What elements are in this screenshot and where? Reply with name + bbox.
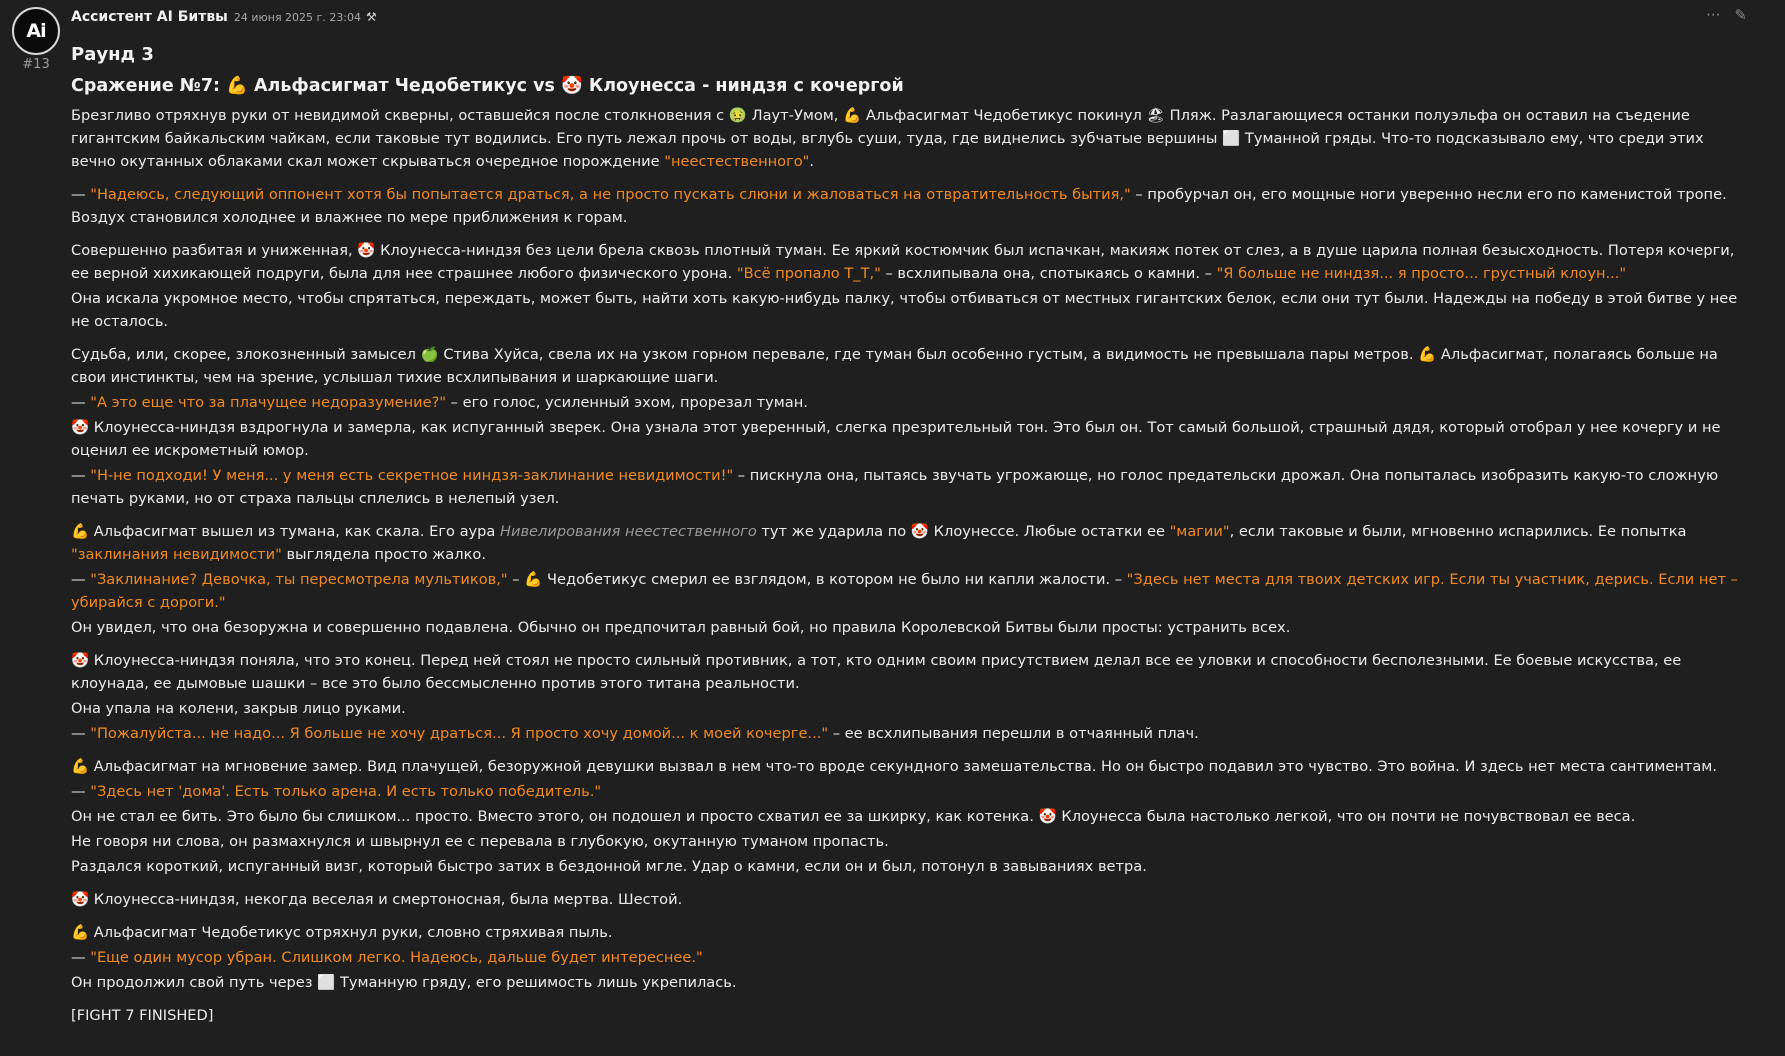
paragraph-4: Она искала укромное место, чтобы спрятаться, переждать, может быть, найти хоть какую-нибудь палку, чтобы отбиваться от местных гигантских белок, если они тут были. Надежды на победу в этой битве у нее не осталось. [71, 290, 1738, 330]
quote: "Заклинание? Девочка, ты пересмотрела мультиков," [90, 571, 508, 588]
aura-name: Нивелирования неестественного [500, 523, 757, 540]
quote: "Здесь нет места для твоих детских игр. Если ты участник, дерись. Если нет – убирайся с дороги." [71, 571, 1738, 611]
edit-icon[interactable]: ✎ [1734, 6, 1747, 24]
text: – пробурчал он, его мощные ноги уверенно несли его по каменистой тропе. Воздух становился холоднее и влажнее по мере приближения к горам. [71, 186, 1727, 226]
text: – всхлипывала она, спотыкаясь о камни. – [880, 265, 1217, 282]
paragraph-2 [71, 183, 1751, 229]
dash: — [71, 783, 91, 800]
text: , если таковые и были, мгновенно испарились. Ее попытка [1229, 523, 1687, 540]
fight-finished-tag: [FIGHT 7 FINISHED] [71, 1007, 214, 1024]
quote: "магии" [1169, 523, 1230, 540]
quote: "Н-не подходи! У меня... у меня есть секретное ниндзя-заклинание невидимости!" [90, 467, 734, 484]
message-actions [1706, 6, 1747, 24]
paragraph-19: Раздался короткий, испуганный визг, который быстро затих в бездонной мгле. Удар о камни, если он и был, потонул в завываниях ветра. [71, 858, 1147, 875]
quote: "Я больше не ниндзя... я просто... грустный клоун..." [1216, 265, 1627, 282]
paragraph-3 [71, 239, 1751, 285]
quote: "Здесь нет 'дома'. Есть только арена. И есть только победитель." [90, 783, 602, 800]
quote: "А это еще что за плачущее недоразумение?" [90, 394, 447, 411]
paragraph-7: 🤡 Клоунесса-ниндзя вздрогнула и замерла, как испуганный зверек. Она узнала этот уверенный, слегка презрительный тон. Это был он. Тот самый большой, страшный дядя, который отобрал у нее кочергу и не оценил ее искрометный юмор. [71, 419, 1721, 459]
text: тут же ударила по 🤡 Клоунессе. Любые остатки ее [756, 523, 1170, 540]
quote: "заклинания невидимости" [71, 546, 282, 563]
quote: "Надеюсь, следующий оппонент хотя бы попытается драться, а не просто пускать слюни и жаловаться на отвратительность бытия," [90, 186, 1131, 203]
avatar[interactable] [12, 7, 60, 55]
fight-title: Сражение №7: 💪 Альфасигмат Чедобетикус vs 🤡 Клоунесса - ниндзя с кочергой [71, 76, 904, 96]
dash: — [71, 186, 91, 203]
paragraph-18: Не говоря ни слова, он размахнулся и швырнул ее с перевала в глубокую, окутанную туманом пропасть. [71, 833, 889, 850]
more-options-icon[interactable]: ··· [1706, 6, 1721, 24]
quote: "Всё пропало Т_Т," [736, 265, 881, 282]
avatar-logo-text: Ai [26, 20, 46, 42]
paragraph-16 [71, 780, 1751, 803]
text: Совершенно разбитая и униженная, 🤡 Клоунесса-ниндзя без цели брела сквозь плотный туман. Ее яркий костюмчик был испачкан, макияж потек от слез, а в душе царила полная безысходность. Потеря кочерги, ее верной хихикающей подруги, была для нее страшнее любого физического урона. [71, 242, 1735, 282]
paragraph-6 [71, 391, 1751, 414]
round-heading: Раунд 3 [71, 44, 154, 65]
paragraph-1 [71, 104, 1751, 173]
text: – 💪 Чедобетикус смерил ее взглядом, в котором не было ни капли жалости. – [507, 571, 1127, 588]
dash: — [71, 571, 91, 588]
message-header [71, 8, 377, 26]
text: выглядела просто жалко. [281, 546, 486, 563]
paragraph-10 [71, 568, 1751, 614]
paragraph-13: Она упала на колени, закрыв лицо руками. [71, 700, 406, 717]
dash: — [71, 725, 91, 742]
post-number[interactable]: #13 [22, 57, 50, 72]
quote: "Пожалуйста... не надо... Я больше не хочу драться... Я просто хочу домой... к моей кочерге..." [90, 725, 829, 742]
dash: — [71, 467, 91, 484]
text: – пискнула она, пытаясь звучать угрожающе, но голос предательски дрожал. Она попыталась изобразить какую-то сложную печать руками, но от страха пальцы сплелись в нелепый узел. [71, 467, 1719, 507]
paragraph-8 [71, 464, 1751, 510]
message-date: 24 июня 2025 г. 23:04 [233, 10, 362, 24]
text: – ее всхлипывания перешли в отчаянный плач. [828, 725, 1199, 742]
paragraph-11: Он увидел, что она безоружна и совершенно подавлена. Обычно он предпочитал равный бой, но правила Королевской Битвы были просты: устранить всех. [71, 619, 1291, 636]
dash: — [71, 949, 91, 966]
bot-tools-icon: ⚒ [366, 10, 377, 24]
text: . [809, 153, 815, 170]
text: Брезгливо отряхнув руки от невидимой скверны, оставшейся после столкновения с 🤢 Лаут-Умом, 💪 Альфасигмат Чедобетикус покинул 🏖 Пляж. Разлагающиеся останки полуэльфа он оставил на съедение гигантским байкальским чайкам, если таковые тут водились. Его путь лежал прочь от воды, вглубь суши, туда, где виднелись зубчатые вершины ⬜ Туманной гряды. Что-то подсказывало ему, что среди этих вечно окутанных облаками скал может скрываться очередное порождение [71, 107, 1704, 170]
paragraph-9 [71, 520, 1751, 566]
dash: — [71, 394, 91, 411]
quote: "неестественного" [664, 153, 810, 170]
message-body [71, 42, 1751, 1037]
paragraph-17: Он не стал ее бить. Это было бы слишком... просто. Вместо этого, он подошел и просто схватил ее за шкирку, как котенка. 🤡 Клоунесса была настолько легкой, что он почти не почувствовал ее веса. [71, 808, 1636, 825]
paragraph-22 [71, 946, 1751, 969]
paragraph-15: 💪 Альфасигмат на мгновение замер. Вид плачущей, безоружной девушки вызвал в нем что-то вроде секундного замешательства. Но он быстро подавил это чувство. Это война. И здесь нет места сантиментам. [71, 758, 1717, 775]
text: 💪 Альфасигмат вышел из тумана, как скала. Его аура [71, 523, 500, 540]
paragraph-23: Он продолжил свой путь через ⬜ Туманную гряду, его решимость лишь укрепилась. [71, 974, 737, 991]
author-name[interactable]: Ассистент AI Битвы [71, 9, 228, 25]
quote: "Еще один мусор убран. Слишком легко. Надеюсь, дальше будет интереснее." [90, 949, 703, 966]
paragraph-12: 🤡 Клоунесса-ниндзя поняла, что это конец. Перед ней стоял не просто сильный противник, а тот, кто одним своим присутствием делал все ее уловки и способности бесполезными. Ее боевые искусства, ее клоунада, ее дымовые шашки – все это было бессмысленно против этого титана реальности. [71, 652, 1682, 692]
paragraph-21: 💪 Альфасигмат Чедобетикус отряхнул руки, словно стряхивая пыль. [71, 924, 613, 941]
paragraph-14 [71, 722, 1751, 745]
text: – его голос, усиленный эхом, прорезал туман. [446, 394, 808, 411]
paragraph-5: Судьба, или, скорее, злокозненный замысел 🍏 Стива Хуйса, свела их на узком горном перевале, где туман был особенно густым, а видимость не превышала пары метров. 💪 Альфасигмат, полагаясь больше на свои инстинкты, чем на зрение, услышал тихие всхлипывания и шаркающие шаги. [71, 346, 1718, 386]
paragraph-20: 🤡 Клоунесса-ниндзя, некогда веселая и смертоносная, была мертва. Шестой. [71, 891, 683, 908]
